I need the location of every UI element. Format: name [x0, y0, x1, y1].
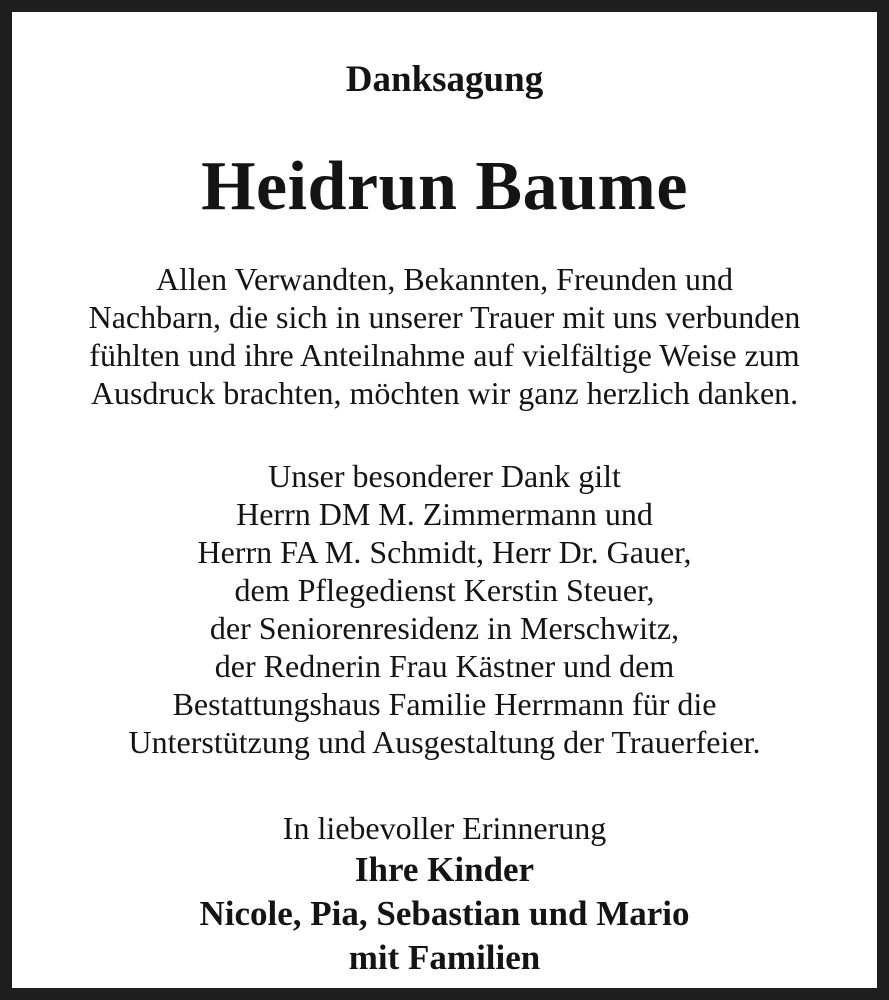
- signature-block: [12, 848, 877, 980]
- thanks-line: Nachbarn, die sich in unserer Trauer mit uns verbunden: [88, 299, 801, 335]
- special-thanks-line: dem Pflegedienst Kerstin Steuer,: [234, 572, 655, 608]
- signature-line: mit Familien: [348, 938, 541, 977]
- closing-phrase: In liebevoller Erinnerung: [282, 810, 607, 846]
- special-thanks-line: der Seniorenresidenz in Merschwitz,: [209, 610, 680, 646]
- special-thanks-line: der Rednerin Frau Kästner und dem: [214, 648, 675, 684]
- signature-line: Ihre Kinder: [354, 850, 535, 889]
- notice-heading: Danksagung: [345, 59, 544, 100]
- special-thanks-line: Unser besonderer Dank gilt: [268, 458, 621, 494]
- deceased-name: Heidrun Baume: [201, 148, 688, 225]
- special-thanks-line: Unterstützung und Ausgestaltung der Trauerfeier.: [128, 724, 761, 760]
- thanks-line: Ausdruck brachten, möchten wir ganz herzlich danken.: [90, 375, 799, 411]
- special-thanks-line: Herrn DM M. Zimmermann und: [236, 496, 653, 532]
- special-thanks-line: Bestattungshaus Familie Herrmann für die: [172, 686, 717, 722]
- thanks-line: fühlten und ihre Anteilnahme auf vielfältige Weise zum: [89, 337, 800, 373]
- signature-line: Nicole, Pia, Sebastian und Mario: [199, 894, 690, 933]
- special-thanks-line: Herrn FA M. Schmidt, Herr Dr. Gauer,: [197, 534, 692, 570]
- thanks-paragraph: [12, 260, 877, 412]
- special-thanks-paragraph: [12, 457, 877, 761]
- thanks-line: Allen Verwandten, Bekannten, Freunden und: [155, 261, 734, 297]
